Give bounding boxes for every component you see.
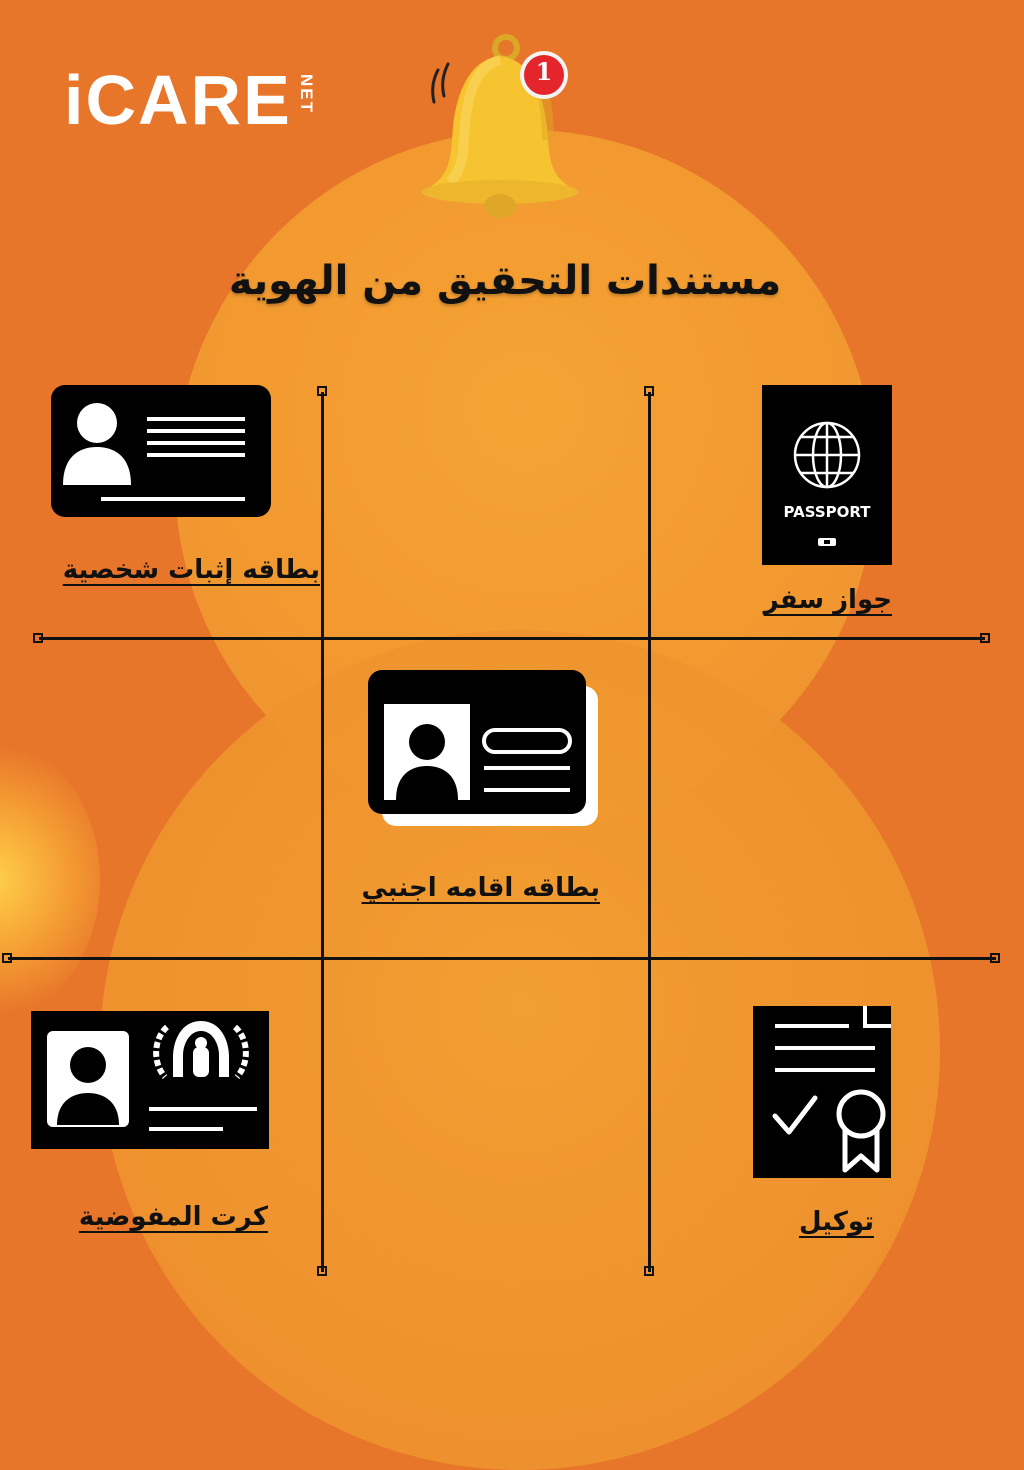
grid-handle bbox=[644, 1266, 654, 1276]
grid-line-horizontal-top bbox=[39, 637, 985, 640]
page-title: مستندات التحقيق من الهوية bbox=[228, 258, 782, 304]
certificate-icon bbox=[753, 1006, 891, 1182]
notification-badge-count: 1 bbox=[535, 57, 553, 86]
id-card-icon bbox=[51, 385, 271, 521]
power-of-attorney-label: توكيل bbox=[798, 1207, 874, 1237]
left-glow bbox=[0, 740, 100, 1020]
grid-line-vertical-right bbox=[648, 392, 651, 1272]
grid-handle bbox=[33, 633, 43, 643]
grid-handle bbox=[990, 953, 1000, 963]
passport-icon-text: PASSPORT bbox=[783, 503, 871, 521]
grid-handle bbox=[2, 953, 12, 963]
passport-label: جواز سفر bbox=[763, 585, 892, 615]
id-card-label: بطاقه إثبات شخصية bbox=[62, 555, 320, 585]
unhcr-card-label: كرت المفوضية bbox=[78, 1202, 268, 1232]
grid-line-vertical-left bbox=[321, 392, 324, 1272]
grid-line-horizontal-bottom bbox=[8, 957, 996, 960]
brand-logo bbox=[64, 61, 316, 139]
brand-suffix: NET bbox=[296, 74, 316, 114]
grid-handle bbox=[644, 386, 654, 396]
brand-name: iCARE bbox=[64, 61, 292, 139]
residence-card-label: بطاقه اقامه اجنبي bbox=[361, 873, 600, 903]
residence-card-icon bbox=[368, 670, 600, 834]
grid-handle bbox=[317, 386, 327, 396]
passport-icon bbox=[762, 385, 892, 569]
notification-bell-icon bbox=[420, 30, 580, 234]
grid-handle bbox=[317, 1266, 327, 1276]
unhcr-card-icon bbox=[31, 1011, 269, 1153]
grid-handle bbox=[980, 633, 990, 643]
